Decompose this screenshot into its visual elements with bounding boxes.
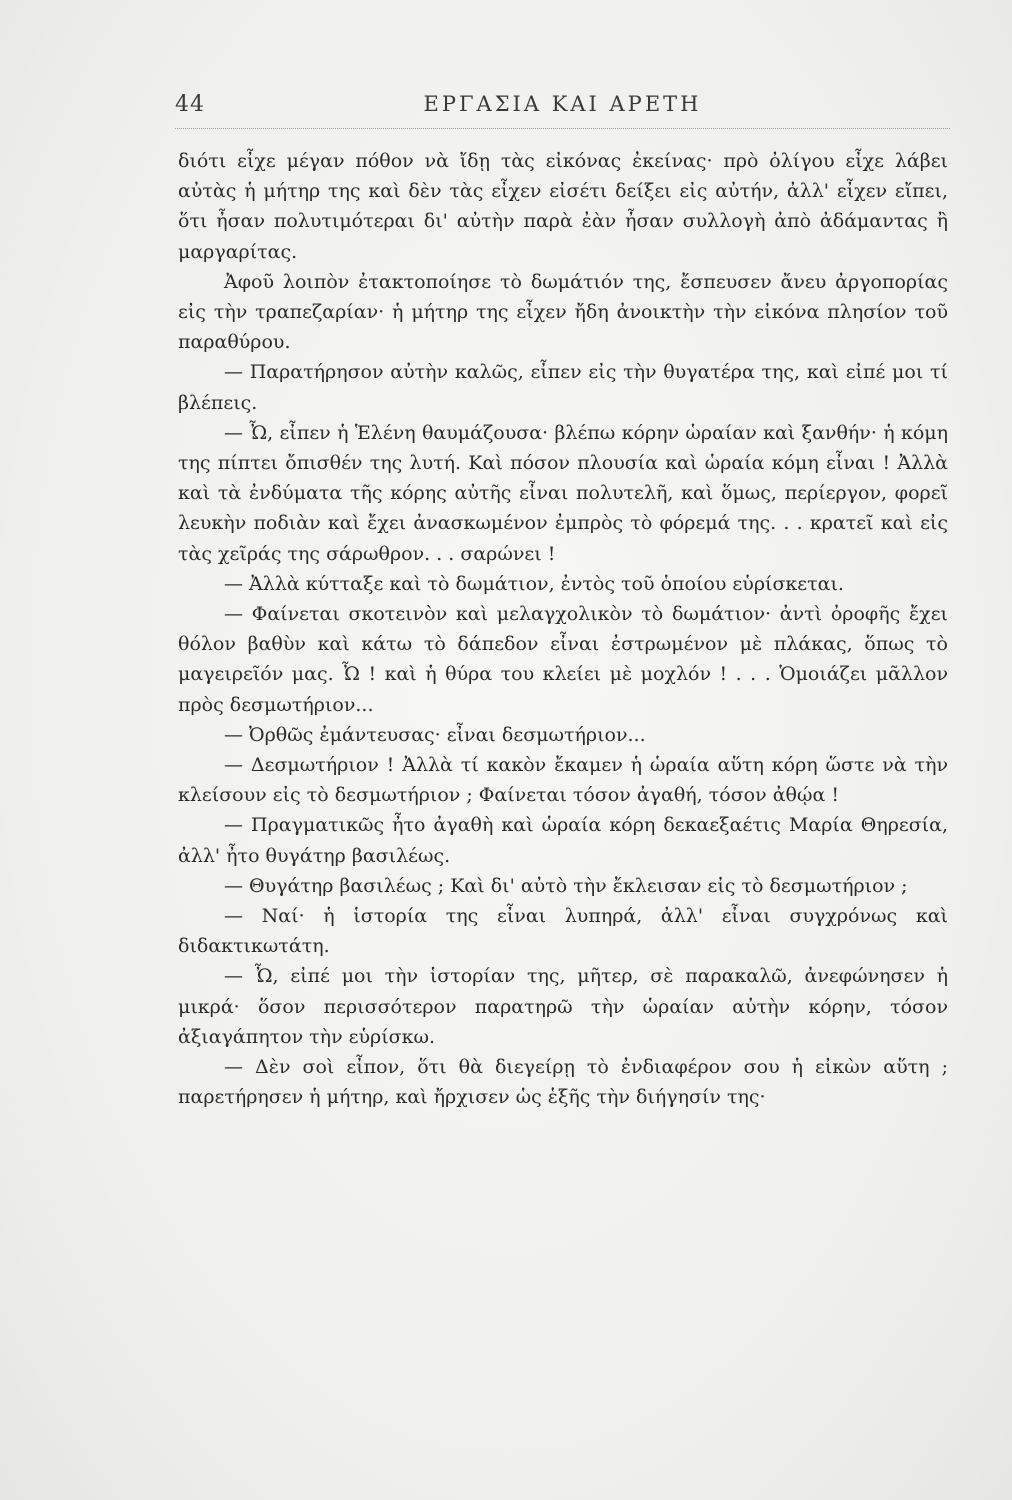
paragraph: — Δὲν σοὶ εἶπον, ὅτι θὰ διεγείρῃ τὸ ἐνδιαφέρον σου ἡ εἰκὼν αὕτη ; παρετήρησεν ἡ μήτηρ, καὶ ἤρχισεν ὡς ἑξῆς τὴν διήγησίν της· [178,1056,948,1109]
paragraph: — Ἀλλὰ κύτταξε καὶ τὸ δωμάτιον, ἐντὸς τοῦ ὁποίου εὑρίσκεται. [224,572,844,595]
paragraph: διότι εἶχε μέγαν πόθον νὰ ἴδῃ τὰς εἰκόνας ἐκείνας· πρὸ ὀλίγου εἶχε λάβει αὐτὰς ἡ μήτηρ της καὶ δὲν τὰς εἶχεν εἰσέτι δείξει εἰς αὐτήν, ἀλλ' εἶχεν εἴπει, ὅτι ἦσαν πολυτιμότεραι δι' αὐτὴν παρὰ ἐὰν ἦσαν συλλογὴ ἀπὸ ἀδάμαντας ἢ μαργαρίτας. [178,150,948,263]
paragraph: Ἀφοῦ λοιπὸν ἐτακτοποίησε τὸ δωμάτιόν της, ἔσπευσεν ἄνευ ἀργοπορίας εἰς τὴν τραπεζαρίαν· ἡ μήτηρ της εἶχεν ἤδη ἀνοικτὴν τὴν εἰκόνα πλησίον τοῦ παραθύρου. [178,270,948,354]
paragraph: — Παρατήρησον αὐτὴν καλῶς, εἶπεν εἰς τὴν θυγατέρα της, καὶ εἰπέ μοι τί βλέπεις. [178,361,948,414]
paragraph: — Ὦ, εἶπεν ἡ Ἑλένη θαυμάζουσα· βλέπω κόρην ὡραίαν καὶ ξανθήν· ἡ κόμη της πίπτει ὄπισθέν της λυτή. Καὶ πόσον πλουσία καὶ ὡραία κόμη εἶναι ! Ἀλλὰ καὶ τὰ ἐνδύματα τῆς κόρης αὐτῆς εἶναι πολυτελῆ, καὶ ὅμως, περίεργον, φορεῖ λευκὴν ποδιὰν καὶ ἔχει ἀνασκωμένον ἐμπρὸς τὸ φόρεμά της. . . κρατεῖ καὶ εἰς τὰς χεῖράς της σάρωθρον. . . σαρώνει ! [178,421,948,565]
running-title: ΕΡΓΑΣΙΑ ΚΑΙ ΑΡΕΤΗ [423,92,702,116]
paragraph: — Πραγματικῶς ἦτο ἀγαθὴ καὶ ὡραία κόρη δεκαεξαέτις Μαρία Θηρεσία, ἀλλ' ἦτο θυγάτηρ βασιλέως. [178,814,948,867]
paragraph: — Δεσμωτήριον ! Ἀλλὰ τί κακὸν ἔκαμεν ἡ ὡραία αὕτη κόρη ὥστε νὰ τὴν κλείσουν εἰς τὸ δεσμωτήριον ; Φαίνεται τόσον ἀγαθή, τόσον ἀθῴα ! [178,754,948,807]
paragraph: — Θυγάτηρ βασιλέως ; Καὶ δι' αὐτὸ τὴν ἔκλεισαν εἰς τὸ δεσμωτήριον ; [224,874,908,897]
paragraph: — Ὦ, εἰπέ μοι τὴν ἱστορίαν της, μῆτερ, σὲ παρακαλῶ, ἀνεφώνησεν ἡ μικρά· ὅσον περισσότερον παρατηρῶ τὴν ὡραίαν αὐτὴν κόρην, τόσον ἀξιαγάπητον τὴν εὑρίσκω. [178,965,948,1048]
page-number: 44 [175,92,205,117]
page-header [175,88,950,129]
paragraph: — Ὀρθῶς ἐμάντευσας· εἶναι δεσμωτήριον... [224,723,646,746]
paragraph: — Φαίνεται σκοτεινὸν καὶ μελαγχολικὸν τὸ δωμάτιον· ἀντὶ ὀροφῆς ἔχει θόλον βαθὺν καὶ κάτω τὸ δάπεδον εἶναι ἐστρωμένον μὲ πλάκας, ὅπως τὸ μαγειρεῖόν μας. Ὦ ! καὶ ἡ θύρα του κλείει μὲ μοχλόν ! . . . Ὁμοιάζει μᾶλλον πρὸς δεσμωτήριον... [178,603,948,716]
paragraph: — Ναί· ἡ ἱστορία της εἶναι λυπηρά, ἀλλ' εἶναι συγχρόνως καὶ διδακτικωτάτη. [178,905,948,958]
body-text [178,146,948,1113]
